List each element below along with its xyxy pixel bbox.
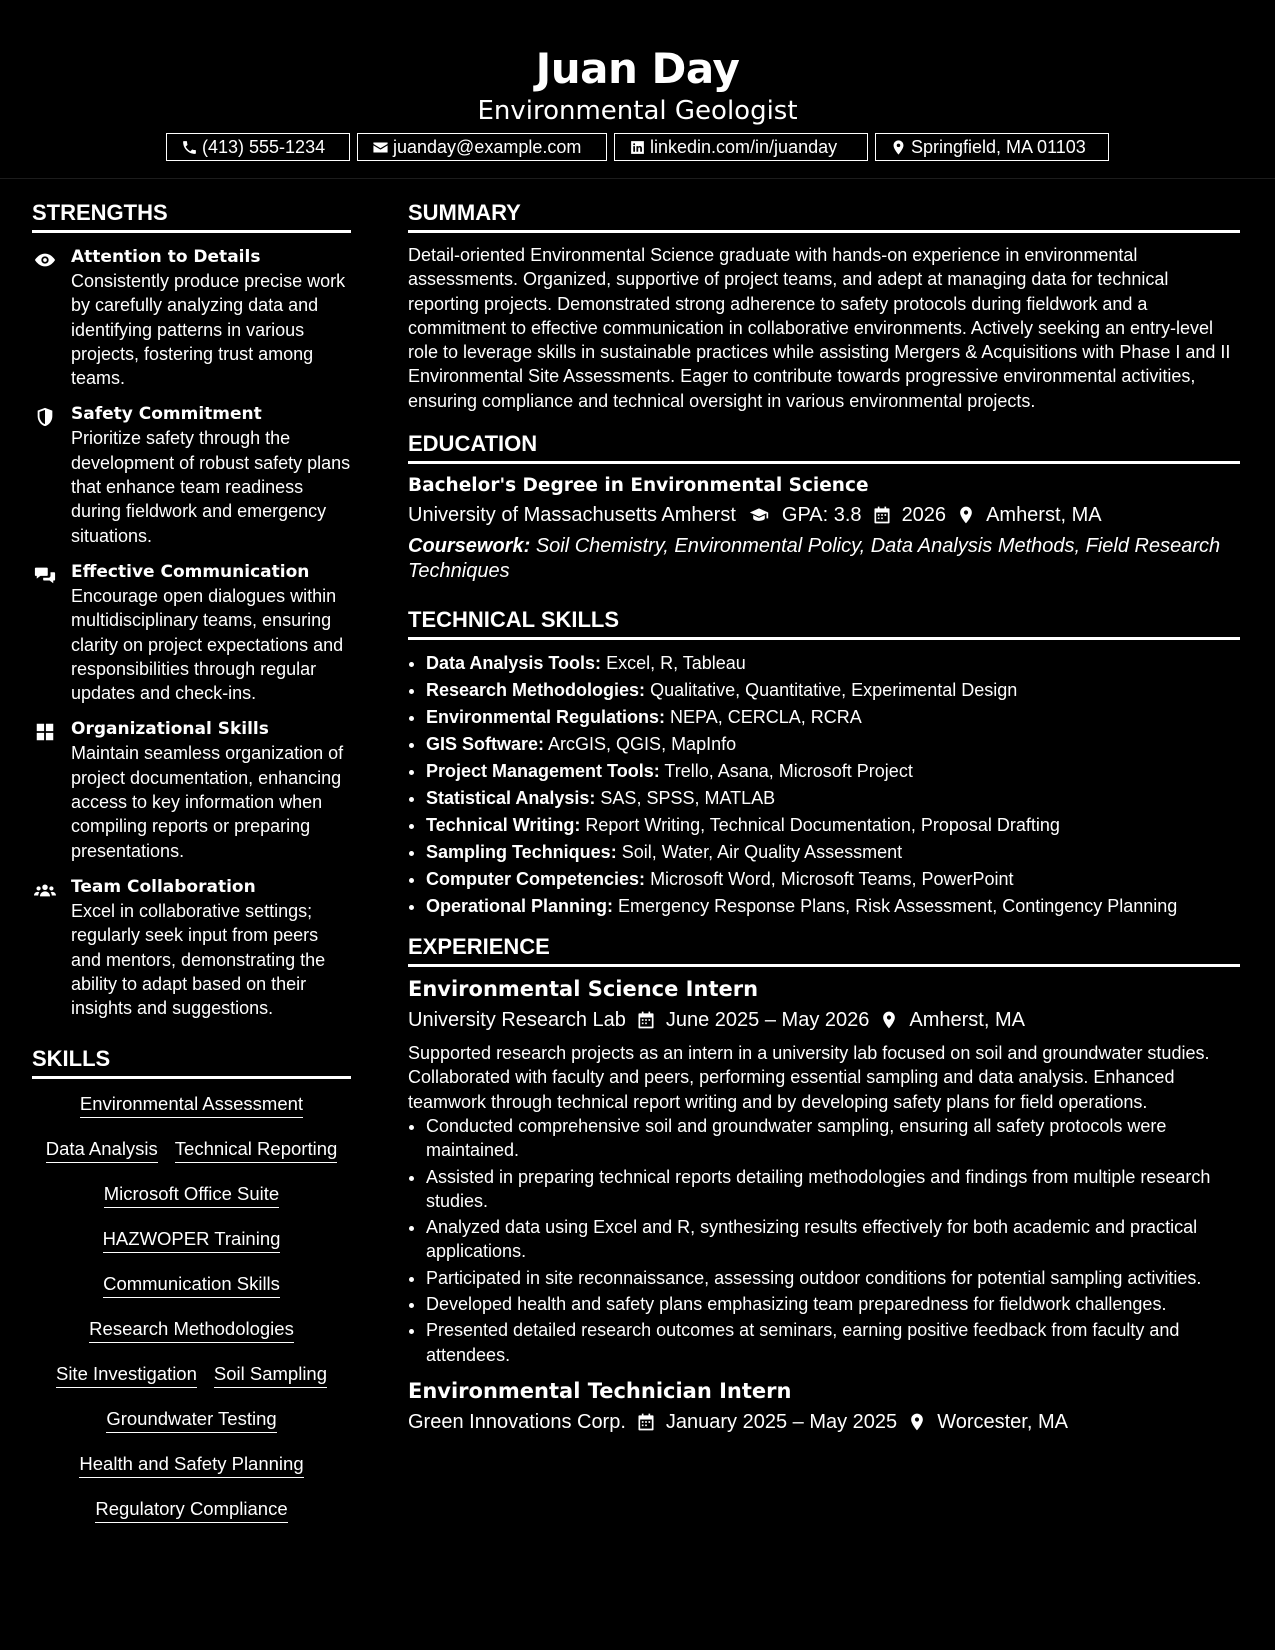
phone-contact[interactable] bbox=[166, 133, 350, 161]
company-name: University Research Lab bbox=[408, 1009, 626, 1032]
job-title: Environmental Geologist bbox=[477, 96, 798, 126]
skills-heading: SKILLS bbox=[32, 1042, 351, 1079]
job-dates: January 2025 – May 2025 bbox=[665, 1410, 898, 1433]
map-pin-icon bbox=[956, 505, 976, 525]
list-item bbox=[426, 731, 1240, 758]
list-item: • Assisted in preparing technical reports detailing methodologies and findings from multiple research studies. bbox=[426, 1165, 1240, 1214]
list-item bbox=[426, 839, 1240, 866]
resume-header bbox=[0, 0, 1275, 179]
phone-text: (413) 555-1234 bbox=[202, 137, 326, 157]
tech-skill-label: Data Analysis Tools: bbox=[426, 653, 602, 674]
list-item: • Developed health and safety plans emphasizing team preparedness for fieldwork challenges. bbox=[426, 1292, 1240, 1316]
job-entry bbox=[408, 975, 1240, 1367]
skill-tag: Technical Reporting bbox=[175, 1136, 337, 1163]
coursework-list: Soil Chemistry, Environmental Policy, Data Analysis Methods, Field Research Techniques bbox=[408, 535, 1221, 582]
linkedin-icon bbox=[629, 139, 646, 156]
map-pin-icon bbox=[907, 1412, 927, 1432]
list-item bbox=[426, 812, 1240, 839]
chat-bubbles-icon bbox=[34, 564, 56, 586]
list-item bbox=[426, 893, 1240, 920]
strength-item bbox=[32, 402, 351, 547]
strength-desc: Maintain seamless organization of project documentation, enhancing access to key information when compiling reports or preparing presentations. bbox=[71, 743, 344, 861]
technical-skills-list bbox=[408, 650, 1240, 920]
left-column bbox=[32, 196, 351, 1541]
skill-row bbox=[32, 1136, 351, 1181]
coursework-label: Coursework: bbox=[408, 535, 531, 558]
calendar-icon bbox=[636, 1412, 656, 1432]
tech-skill-label: Research Methodologies: bbox=[426, 680, 646, 701]
strength-desc: Excel in collaborative settings; regularly seek input from peers and mentors, demonstrating the ability to adapt based on their insights and suggestions. bbox=[71, 900, 326, 1019]
education-meta bbox=[408, 500, 1240, 530]
job-entry bbox=[408, 1377, 1240, 1437]
strength-desc: Consistently produce precise work by carefully analyzing data and identifying patterns in various projects, fostering trust among teams. bbox=[71, 271, 346, 389]
strength-title: Team Collaboration bbox=[71, 876, 256, 897]
company-name: Green Innovations Corp. bbox=[408, 1410, 626, 1433]
email-contact[interactable] bbox=[357, 133, 607, 161]
list-item bbox=[426, 866, 1240, 893]
tech-skill-value: Soil, Water, Air Quality Assessment bbox=[621, 842, 903, 863]
email-text: juanday@example.com bbox=[393, 137, 582, 157]
job-description: Supported research projects as an intern in a university lab focused on soil and groundwater studies. Collaborated with faculty and peers, performing essential sampling and data analysis. Enhanced teamwork through technical report writing and by developing safety plans for field operations. bbox=[408, 1043, 1210, 1112]
location-contact bbox=[875, 133, 1109, 161]
school-location: Amherst, MA bbox=[986, 504, 1102, 527]
tech-skill-label: Technical Writing: bbox=[426, 815, 581, 836]
job-position: Environmental Technician Intern bbox=[408, 1378, 792, 1403]
skill-row bbox=[32, 1271, 351, 1316]
calendar-icon bbox=[872, 505, 892, 525]
summary-heading: SUMMARY bbox=[408, 196, 1240, 233]
tech-skill-value: Emergency Response Plans, Risk Assessment, Contingency Planning bbox=[618, 896, 1178, 917]
skill-tag: Data Analysis bbox=[46, 1136, 158, 1163]
skill-row bbox=[32, 1361, 351, 1406]
calendar-icon bbox=[636, 1010, 656, 1030]
users-icon bbox=[34, 879, 56, 901]
list-item: • Participated in site reconnaissance, assessing outdoor conditions for potential sampling activities. bbox=[426, 1266, 1240, 1290]
list-item bbox=[426, 650, 1240, 677]
tech-skill-label: Environmental Regulations: bbox=[426, 707, 666, 728]
strength-title: Organizational Skills bbox=[71, 719, 269, 740]
tech-skill-value: Excel, R, Tableau bbox=[606, 653, 746, 674]
right-column bbox=[408, 196, 1240, 1437]
strength-desc: Encourage open dialogues within multidisciplinary teams, ensuring clarity on project expectations and responsibilities through regular updates and check-ins. bbox=[71, 585, 344, 704]
contact-bar bbox=[0, 133, 1275, 161]
strength-item bbox=[32, 245, 351, 390]
skill-row bbox=[32, 1496, 351, 1541]
tech-skill-value: SAS, SPSS, MATLAB bbox=[600, 788, 776, 809]
job-dates: June 2025 – May 2026 bbox=[665, 1009, 870, 1032]
list-item: • Conducted comprehensive soil and groundwater sampling, ensuring all safety protocols were maintained. bbox=[426, 1114, 1240, 1163]
tech-skill-label: Computer Competencies: bbox=[426, 869, 646, 890]
tech-skill-value: ArcGIS, QGIS, MapInfo bbox=[548, 734, 737, 755]
skill-row bbox=[32, 1226, 351, 1271]
tech-skill-label: Operational Planning: bbox=[426, 896, 614, 917]
person-name: Juan Day bbox=[535, 44, 740, 93]
school-name: University of Massachusetts Amherst bbox=[408, 504, 736, 527]
strength-item bbox=[32, 875, 351, 1020]
technical-skills-heading: TECHNICAL SKILLS bbox=[408, 603, 1240, 640]
skill-row bbox=[32, 1181, 351, 1226]
graduation-cap-icon bbox=[746, 505, 772, 525]
skill-row bbox=[32, 1451, 351, 1496]
map-pin-icon bbox=[890, 139, 907, 156]
skill-tag: Soil Sampling bbox=[214, 1361, 327, 1388]
map-pin-icon bbox=[879, 1010, 899, 1030]
eye-icon bbox=[34, 249, 56, 271]
list-item: • Presented detailed research outcomes at seminars, earning positive feedback from faculty and attendees. bbox=[426, 1318, 1240, 1367]
strength-item bbox=[32, 560, 351, 705]
tech-skill-label: Sampling Techniques: bbox=[426, 842, 617, 863]
phone-icon bbox=[181, 139, 198, 156]
strengths-heading: STRENGTHS bbox=[32, 196, 351, 233]
skill-row bbox=[32, 1316, 351, 1361]
tech-skill-value: Microsoft Word, Microsoft Teams, PowerPoint bbox=[650, 869, 1014, 890]
strength-title: Safety Commitment bbox=[71, 404, 262, 425]
strength-desc: Prioritize safety through the development of robust safety plans that enhance team readiness during fieldwork and emergency situations. bbox=[71, 428, 351, 546]
skill-tag: Groundwater Testing bbox=[106, 1406, 276, 1433]
tech-skill-value: Report Writing, Technical Documentation, Proposal Drafting bbox=[585, 815, 1060, 836]
strength-title: Attention to Details bbox=[71, 247, 261, 267]
strength-title: Effective Communication bbox=[71, 561, 310, 582]
location-text: Springfield, MA 01103 bbox=[911, 137, 1086, 157]
tech-skill-value: Qualitative, Quantitative, Experimental Design bbox=[650, 680, 1018, 701]
degree-title: Bachelor's Degree in Environmental Science bbox=[408, 475, 869, 497]
tech-skill-value: Trello, Asana, Microsoft Project bbox=[664, 761, 913, 782]
linkedin-contact[interactable] bbox=[614, 133, 868, 161]
job-location: Amherst, MA bbox=[909, 1009, 1025, 1032]
strength-item bbox=[32, 717, 351, 862]
list-item bbox=[426, 677, 1240, 704]
coursework bbox=[408, 534, 1240, 583]
job-bullets bbox=[408, 1114, 1240, 1367]
linkedin-text: linkedin.com/in/juanday bbox=[650, 137, 838, 157]
shield-icon bbox=[34, 406, 56, 428]
tech-skill-label: Statistical Analysis: bbox=[426, 788, 596, 809]
tech-skill-label: GIS Software: bbox=[426, 734, 545, 755]
list-item bbox=[426, 704, 1240, 731]
graduation-year: 2026 bbox=[901, 504, 947, 527]
tech-skill-label: Project Management Tools: bbox=[426, 761, 660, 782]
job-meta bbox=[408, 1407, 1240, 1437]
skill-tag: Communication Skills bbox=[103, 1271, 280, 1298]
skill-row bbox=[32, 1091, 351, 1136]
skill-tag: Environmental Assessment bbox=[80, 1091, 303, 1118]
tech-skill-value: NEPA, CERCLA, RCRA bbox=[670, 707, 862, 728]
list-item bbox=[426, 785, 1240, 812]
gpa-text: GPA: 3.8 bbox=[781, 504, 862, 527]
summary-text: Detail-oriented Environmental Science graduate with hands-on experience in environmental assessments. Organized, supportive of project teams, and adept at managing data for technical reporting projects. Demonstrated strong adherence to safety protocols during fieldwork and a commitment to effective communication in collaborative environments. Actively seeking an entry-level role to leverage skills in sustainable practices while assisting Mergers & Acquisitions with Phase I and II Environmental Site Assessments. Eager to contribute towards progressive environmental activities, ensuring compliance and technical oversight in various environmental projects. bbox=[408, 245, 1231, 411]
list-item: • Analyzed data using Excel and R, synthesizing results effectively for both academic and practical applications. bbox=[426, 1215, 1240, 1264]
envelope-icon bbox=[372, 139, 389, 156]
skill-row bbox=[32, 1406, 351, 1451]
skill-tag: Regulatory Compliance bbox=[95, 1496, 287, 1523]
skill-tag: Microsoft Office Suite bbox=[104, 1181, 279, 1208]
job-meta bbox=[408, 1005, 1240, 1035]
job-location: Worcester, MA bbox=[937, 1410, 1068, 1433]
grid-icon bbox=[34, 721, 56, 743]
experience-heading: EXPERIENCE bbox=[408, 930, 1240, 967]
skill-tag: Site Investigation bbox=[56, 1361, 197, 1388]
skill-tag: Health and Safety Planning bbox=[79, 1451, 303, 1478]
skill-tag: Research Methodologies bbox=[89, 1316, 294, 1343]
job-position: Environmental Science Intern bbox=[408, 977, 759, 1002]
list-item bbox=[426, 758, 1240, 785]
education-heading: EDUCATION bbox=[408, 427, 1240, 464]
skills-list bbox=[32, 1091, 351, 1541]
skill-tag: HAZWOPER Training bbox=[103, 1226, 281, 1253]
